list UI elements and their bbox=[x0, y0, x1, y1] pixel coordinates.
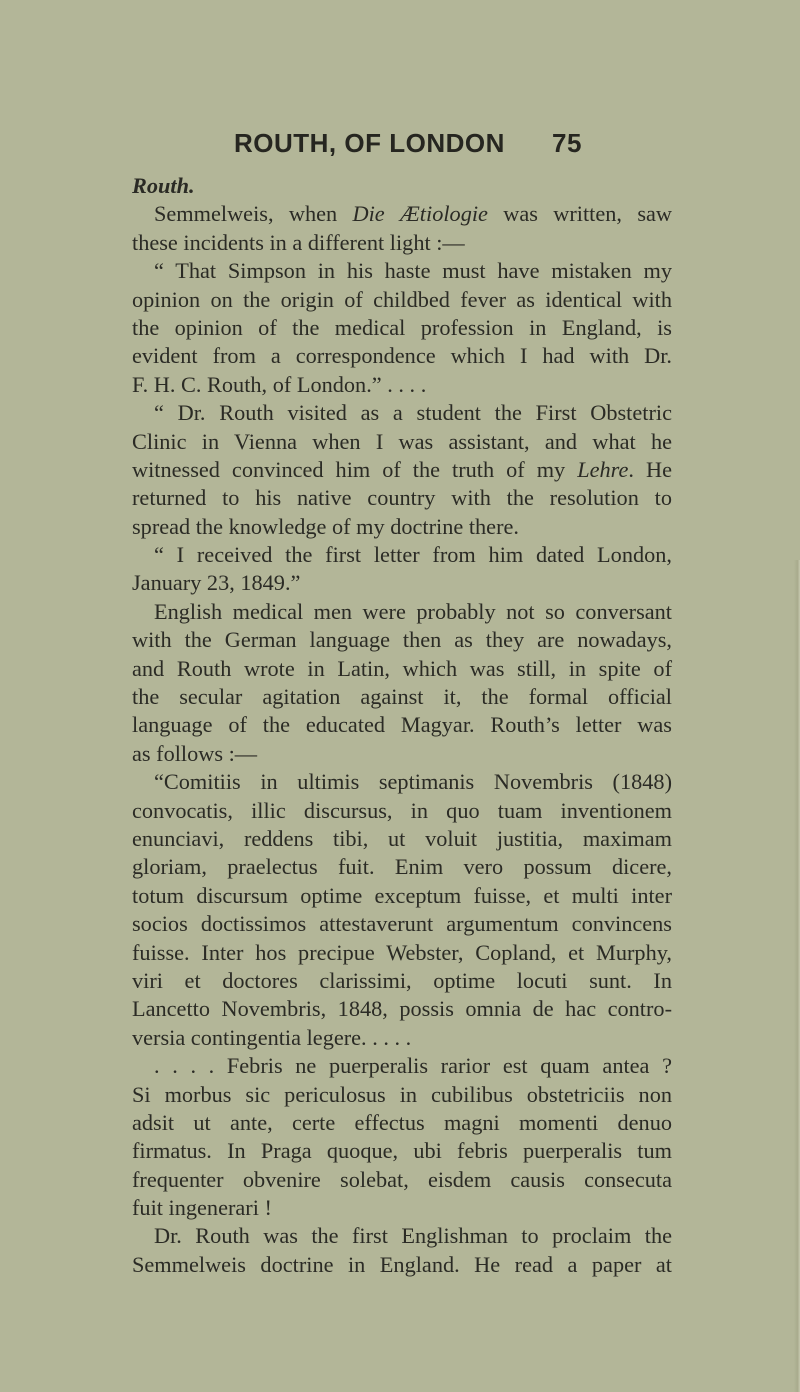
body-text bbox=[132, 172, 672, 1279]
text-line bbox=[132, 598, 672, 626]
text-span: fuit ingenerari ! bbox=[132, 1195, 272, 1221]
text-line bbox=[132, 1024, 672, 1052]
text-line bbox=[132, 1052, 672, 1080]
text-line bbox=[132, 910, 672, 938]
text-span: Dr. Routh was the first Englishman to proclaim the bbox=[154, 1223, 672, 1249]
running-head bbox=[234, 128, 614, 160]
text-line bbox=[132, 342, 672, 370]
text-line bbox=[132, 711, 672, 739]
text-span: socios doctissimos attestaverunt argumentum convincens bbox=[132, 911, 672, 937]
text-line bbox=[132, 229, 672, 257]
text-line bbox=[132, 1194, 672, 1222]
text-line bbox=[132, 626, 672, 654]
text-line bbox=[132, 1137, 672, 1165]
text-line bbox=[132, 1251, 672, 1279]
text-span: and Routh wrote in Latin, which was still, in spite of bbox=[132, 655, 672, 681]
text-line bbox=[132, 257, 672, 285]
text-span: fuisse. Inter hos precipue Webster, Copland, et Murphy, bbox=[132, 939, 672, 965]
section-word-routh: Routh. bbox=[132, 173, 195, 198]
text-line bbox=[132, 797, 672, 825]
text-span: witnessed convinced him of the truth of my bbox=[132, 456, 578, 482]
text-span: the opinion of the medical profession in England, is bbox=[132, 314, 672, 340]
text-span: totum discursum optime exceptum fuisse, et multi inter bbox=[132, 882, 672, 908]
text-span: Lancetto Novembris, 1848, possis omnia de hac contro- bbox=[132, 996, 672, 1022]
text-line bbox=[132, 1109, 672, 1137]
text-line bbox=[132, 456, 672, 484]
text-line bbox=[132, 484, 672, 512]
page-edge-shadow bbox=[794, 560, 800, 1392]
text-span: convocatis, illic discursus, in quo tuam inventionem bbox=[132, 797, 672, 823]
text-line bbox=[132, 513, 672, 541]
text-line bbox=[132, 1222, 672, 1250]
text-span: with the German language then as they are nowadays, bbox=[132, 627, 672, 653]
text-line bbox=[132, 541, 672, 569]
text-span: . . . . Febris ne puerperalis rarior est quam antea ? bbox=[154, 1053, 672, 1079]
text-span: gloriam, praelectus fuit. Enim vero possum dicere, bbox=[132, 854, 672, 880]
running-head-title: ROUTH, OF LONDON bbox=[234, 128, 505, 158]
text-span: language of the educated Magyar. Routh’s letter was bbox=[132, 712, 672, 738]
text-line bbox=[132, 428, 672, 456]
text-span: returned to his native country with the resolution to bbox=[132, 485, 672, 511]
page-number: 75 bbox=[552, 128, 582, 158]
text-line bbox=[132, 1081, 672, 1109]
text-span: spread the knowledge of my doctrine there. bbox=[132, 513, 519, 539]
text-line bbox=[132, 882, 672, 910]
text-span: evident from a correspondence which I had with Dr. bbox=[132, 343, 672, 369]
text-span: enunciavi, reddens tibi, ut voluit justitia, maximam bbox=[132, 825, 672, 851]
text-span: as follows :— bbox=[132, 740, 258, 766]
text-span: opinion on the origin of childbed fever as identical with bbox=[132, 286, 672, 312]
text-span: the secular agitation against it, the formal official bbox=[132, 684, 672, 710]
text-span: English medical men were probably not so conversant bbox=[154, 598, 672, 624]
text-line bbox=[132, 655, 672, 683]
text-line bbox=[132, 853, 672, 881]
book-title-italic: Die Ætiologie bbox=[352, 201, 488, 227]
text-span: viri et doctores clarissimi, optime locuti sunt. In bbox=[132, 967, 672, 993]
text-line bbox=[132, 825, 672, 853]
text-line bbox=[132, 939, 672, 967]
text-line bbox=[132, 768, 672, 796]
text-line bbox=[132, 995, 672, 1023]
text-span: firmatus. In Praga quoque, ubi febris puerperalis tum bbox=[132, 1138, 672, 1164]
text-line bbox=[132, 172, 672, 200]
text-span: Clinic in Vienna when I was assistant, and what he bbox=[132, 428, 672, 454]
text-span: “ That Simpson in his haste must have mistaken my bbox=[154, 258, 672, 284]
text-span: January 23, 1849.” bbox=[132, 570, 301, 596]
text-span: frequenter obvenire solebat, eisdem causis consecuta bbox=[132, 1166, 672, 1192]
text-line bbox=[132, 286, 672, 314]
text-line bbox=[132, 314, 672, 342]
text-line bbox=[132, 967, 672, 995]
text-line bbox=[132, 200, 672, 228]
text-span: Semmelweis, when bbox=[154, 201, 353, 227]
text-span: these incidents in a different light :— bbox=[132, 229, 465, 255]
text-line bbox=[132, 683, 672, 711]
text-span: “ I received the first letter from him dated London, bbox=[154, 542, 672, 568]
text-span: Si morbus sic periculosus in cubilibus obstetriciis non bbox=[132, 1081, 672, 1107]
text-span: F. H. C. Routh, of London.” . . . . bbox=[132, 371, 427, 397]
text-span: Semmelweis doctrine in England. He read a paper at bbox=[132, 1251, 672, 1277]
text-span: “Comitiis in ultimis septimanis Novembris (1848) bbox=[154, 769, 672, 795]
text-line bbox=[132, 371, 672, 399]
text-span: . He bbox=[628, 456, 672, 482]
text-line bbox=[132, 740, 672, 768]
text-span: versia contingentia legere. . . . . bbox=[132, 1024, 412, 1050]
text-line bbox=[132, 1166, 672, 1194]
text-line bbox=[132, 569, 672, 597]
text-span: adsit ut ante, certe effectus magni momenti denuo bbox=[132, 1109, 672, 1135]
text-line bbox=[132, 399, 672, 427]
text-span: was written, saw bbox=[487, 201, 672, 227]
text-span: “ Dr. Routh visited as a student the First Obstetric bbox=[154, 400, 672, 426]
lehre-italic: Lehre bbox=[577, 456, 629, 482]
